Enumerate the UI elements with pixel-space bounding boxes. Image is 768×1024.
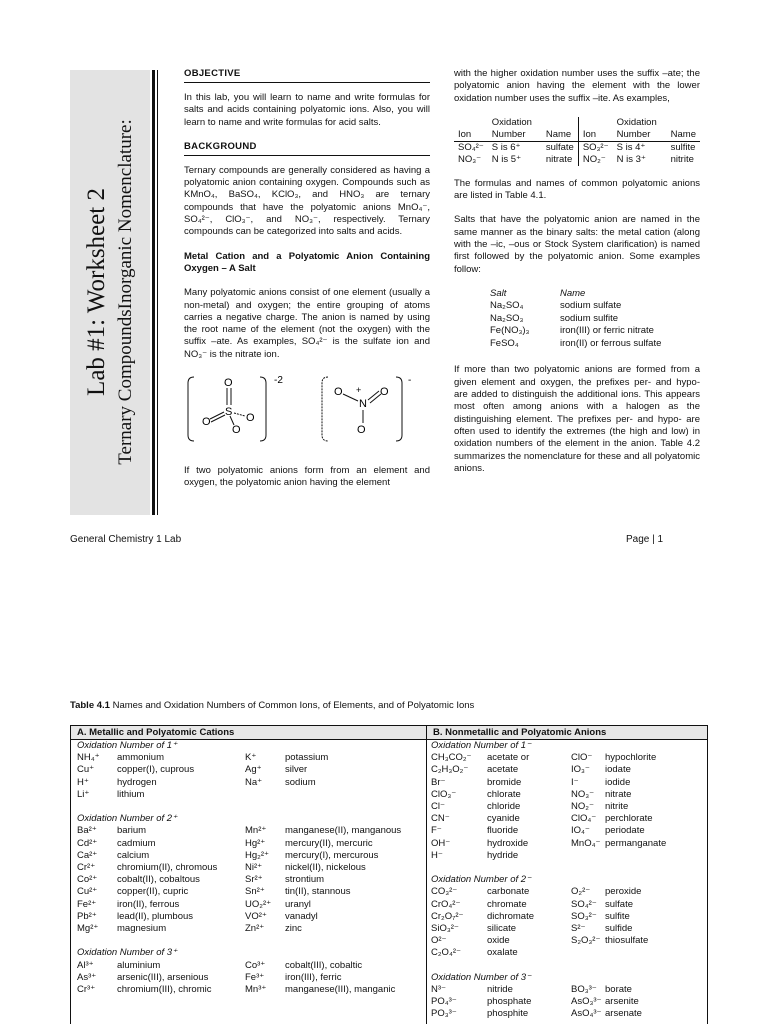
nitrogen-atom: N bbox=[359, 398, 367, 411]
group-spacer bbox=[77, 801, 422, 813]
metal-cation-heading: Metal Cation and a Polyatomic Anion Containing Oxygen – A Salt bbox=[184, 250, 430, 274]
ion-formula: Cr³⁺ bbox=[77, 984, 96, 996]
oxidation-group-label: Oxidation Number of 2⁺ bbox=[77, 813, 178, 825]
table-row bbox=[77, 838, 422, 850]
salt-name-cell: iron(II) or ferrous sulfate bbox=[560, 337, 662, 349]
ion-formula: PO₄³⁻ bbox=[431, 996, 457, 1008]
ion-formula: Cl⁻ bbox=[431, 801, 445, 813]
ox-cell: S is 6⁺ bbox=[491, 141, 521, 153]
ion-formula: S²⁻ bbox=[571, 923, 586, 935]
nitrate-charge: - bbox=[408, 375, 412, 387]
ion-name: potassium bbox=[285, 752, 329, 764]
ion-formula: Zn²⁺ bbox=[245, 923, 265, 935]
ion-formula: Mn²⁺ bbox=[245, 825, 267, 837]
ion-name: oxalate bbox=[487, 947, 518, 959]
ion-formula: Br⁻ bbox=[431, 776, 446, 788]
table-row bbox=[490, 300, 661, 313]
ox-header-name: Name bbox=[542, 117, 579, 142]
ox-header-oxnum: Oxidation Number bbox=[488, 117, 542, 142]
table-row bbox=[77, 752, 422, 764]
ion-name: silicate bbox=[487, 923, 517, 935]
ion-formula: ClO⁻ bbox=[571, 752, 593, 764]
table-row bbox=[431, 825, 705, 837]
ion-formula: ClO₃⁻ bbox=[431, 788, 457, 800]
ions-table-header bbox=[71, 726, 707, 740]
table-row bbox=[431, 947, 705, 959]
ion-formula: CH₃CO₂⁻ bbox=[431, 752, 472, 764]
ion-formula: SiO₃²⁻ bbox=[431, 923, 459, 935]
ion-name: manganese(III), manganic bbox=[285, 984, 396, 996]
ion-name: arsenate bbox=[605, 1008, 642, 1020]
ion-formula: S₂O₃²⁻ bbox=[571, 935, 601, 947]
table-row bbox=[431, 764, 705, 776]
oxidation-group-label: Oxidation Number of 1⁻ bbox=[431, 740, 532, 751]
worksheet-title bbox=[83, 119, 137, 465]
ion-formula: Sr²⁺ bbox=[245, 874, 263, 886]
salts-text: Salts that have the polyatomic anion are named in the same manner as the binary salts: the metal cation (along with the –ic, –ous or Stock System clarification) is named first followed by the polyatomic anion. Some examples follow: bbox=[454, 214, 700, 275]
oxygen-top: O bbox=[224, 377, 233, 390]
table-row bbox=[431, 886, 705, 898]
sulfate-charge: -2 bbox=[274, 375, 283, 387]
ion-name: permanganate bbox=[605, 837, 667, 849]
ion-formula: Fe³⁺ bbox=[245, 971, 265, 983]
table-row bbox=[431, 752, 705, 764]
ion-formula: Hg²⁺ bbox=[245, 837, 266, 849]
salt-example-table bbox=[490, 288, 661, 351]
table-row bbox=[490, 313, 661, 326]
ion-formula: Mn³⁺ bbox=[245, 984, 267, 996]
ion-name: iodate bbox=[605, 764, 631, 776]
ion-formula: Mg²⁺ bbox=[77, 923, 99, 935]
ion-formula: CrO₄²⁻ bbox=[431, 898, 461, 910]
ion-formula: H⁻ bbox=[431, 849, 443, 861]
ion-name bbox=[605, 850, 705, 862]
ion-name: carbonate bbox=[487, 886, 530, 898]
ion-name: acetate bbox=[487, 764, 519, 776]
table-row bbox=[454, 154, 700, 166]
table-row bbox=[77, 874, 422, 886]
ion-name: cyanide bbox=[487, 813, 520, 825]
table-row bbox=[431, 899, 705, 911]
table-row bbox=[77, 984, 422, 996]
table-row bbox=[431, 789, 705, 801]
ion-name: borate bbox=[605, 984, 632, 996]
ion-name: zinc bbox=[285, 923, 302, 935]
ion-name: lead(II), plumbous bbox=[117, 910, 194, 922]
ion-name: vanadyl bbox=[285, 910, 318, 922]
salt-cell: Na₂SO₃ bbox=[490, 312, 524, 324]
name-header: Name bbox=[560, 287, 586, 299]
table-row bbox=[431, 984, 705, 996]
ox-cell: nitrite bbox=[670, 153, 694, 165]
ox-cell: NO₂⁻ bbox=[578, 154, 612, 166]
ion-name: chromium(II), chromous bbox=[117, 862, 218, 874]
ion-formula: Al³⁺ bbox=[77, 959, 94, 971]
ion-name: nitrate bbox=[605, 788, 632, 800]
prefix-text: If more than two polyatomic anions are formed from a given element and oxygen, the prefixes per- and hypo- are added to distinguish the additional ions. This appears most often among anions with a halogen as the distinguishing element. The prefixes per- and hypo- are often used to identify the extremes (the high and low) in oxidation numbers of the element in the anion. Table 4.2 summarizes the nomenclature for these and all polyatomic anions. bbox=[454, 364, 700, 474]
ion-formula: C₂H₃O₂⁻ bbox=[431, 764, 469, 776]
ions-table bbox=[70, 725, 708, 1024]
cations-header: A. Metallic and Polyatomic Cations bbox=[71, 726, 427, 739]
ion-formula: Cu²⁺ bbox=[77, 886, 98, 898]
formulas-text: The formulas and names of common polyatomic anions are listed in Table 4.1. bbox=[454, 177, 700, 202]
table-row bbox=[77, 825, 422, 837]
table-caption bbox=[70, 700, 474, 711]
two-anions-text-left: If two polyatomic anions form from an element and oxygen, the polyatomic anion having the element bbox=[184, 465, 430, 489]
ion-formula: NO₃⁻ bbox=[571, 788, 595, 800]
side-rule bbox=[152, 70, 158, 515]
ion-name: bromide bbox=[487, 776, 522, 788]
ox-cell: SO₃²⁻ bbox=[578, 141, 612, 154]
ion-formula: IO₃⁻ bbox=[571, 764, 590, 776]
ion-formula: SO₃²⁻ bbox=[571, 910, 597, 922]
ion-name: sodium bbox=[285, 776, 316, 788]
ion-name: copper(II), cupric bbox=[117, 886, 189, 898]
ion-name: barium bbox=[117, 825, 147, 837]
ion-name: iron(II), ferrous bbox=[117, 898, 180, 910]
ox-cell: NO₃⁻ bbox=[458, 153, 482, 165]
ion-formula: ClO₄⁻ bbox=[571, 813, 597, 825]
oxygen-right: O bbox=[246, 412, 255, 425]
ion-formula: K⁺ bbox=[245, 752, 257, 764]
ion-name: iron(III), ferric bbox=[285, 971, 342, 983]
ion-name: cadmium bbox=[117, 837, 156, 849]
column-divider bbox=[426, 740, 427, 1024]
ion-formula: Cr²⁺ bbox=[77, 862, 96, 874]
ox-header-ion2: Ion bbox=[578, 117, 612, 142]
ion-formula: Li⁺ bbox=[77, 788, 90, 800]
nitrogen-charge: + bbox=[356, 385, 362, 396]
ion-name: cobalt(II), cobaltous bbox=[117, 874, 200, 886]
group-spacer bbox=[431, 862, 705, 874]
ox-header-name2: Name bbox=[667, 117, 700, 142]
table-row bbox=[431, 850, 705, 862]
ion-name: silver bbox=[285, 764, 308, 776]
group-spacer bbox=[431, 960, 705, 972]
ox-header-ion: Ion bbox=[454, 117, 488, 142]
ion-name: phosphate bbox=[487, 996, 532, 1008]
ox-cell: sulfite bbox=[670, 141, 696, 153]
table-caption-text: Names and Oxidation Numbers of Common Ions, of Elements, and of Polyatomic Ions bbox=[109, 700, 475, 711]
ion-name: perchlorate bbox=[605, 813, 653, 825]
ion-formula: H⁺ bbox=[77, 776, 89, 788]
table-caption-label: Table 4.1 bbox=[70, 700, 110, 711]
ion-name: manganese(II), manganous bbox=[285, 825, 402, 837]
ion-formula: F⁻ bbox=[431, 825, 442, 837]
ion-name: arsenite bbox=[605, 996, 639, 1008]
table-row bbox=[77, 923, 422, 935]
table-row bbox=[77, 850, 422, 862]
oxidation-example-table bbox=[454, 117, 700, 166]
group-spacer bbox=[77, 935, 422, 947]
ion-name bbox=[285, 789, 422, 801]
ion-formula bbox=[571, 947, 605, 959]
salt-name-cell: sodium sulfate bbox=[560, 300, 622, 312]
ion-name: phosphite bbox=[487, 1008, 529, 1020]
left-column bbox=[184, 68, 430, 502]
ion-formula: NO₂⁻ bbox=[571, 801, 594, 813]
ion-name: oxide bbox=[487, 935, 510, 947]
ox-cell: SO₄²⁻ bbox=[458, 141, 484, 153]
ion-name: arsenic(III), arsenious bbox=[117, 971, 209, 983]
ion-formula: UO₂²⁺ bbox=[245, 898, 272, 910]
ion-name: nitride bbox=[487, 984, 513, 996]
table-row bbox=[431, 777, 705, 789]
ion-formula: Ba²⁺ bbox=[77, 825, 97, 837]
worksheet-title-line1: Lab #1: Worksheet 2 bbox=[83, 188, 110, 396]
ion-formula: CN⁻ bbox=[431, 813, 450, 825]
ox-cell: N is 5⁺ bbox=[491, 153, 522, 165]
ion-formula: AsO₄³⁻ bbox=[571, 1008, 602, 1020]
ion-formula: SO₄²⁻ bbox=[571, 898, 597, 910]
ion-name: fluoride bbox=[487, 825, 519, 837]
ox-cell: S is 4⁺ bbox=[616, 141, 646, 153]
ion-name: strontium bbox=[285, 874, 325, 886]
ion-formula: VO²⁺ bbox=[245, 910, 267, 922]
ion-name: chlorate bbox=[487, 788, 521, 800]
ion-name: lithium bbox=[117, 788, 145, 800]
footer-course: General Chemistry 1 Lab bbox=[70, 534, 182, 545]
ion-name: hydride bbox=[487, 849, 519, 861]
ion-name: acetate or bbox=[487, 752, 530, 764]
table-row bbox=[77, 899, 422, 911]
ion-name: nickel(II), nickelous bbox=[285, 862, 366, 874]
ion-formula: Ag⁺ bbox=[245, 764, 262, 776]
structure-diagrams bbox=[184, 373, 430, 453]
ion-formula: N³⁻ bbox=[431, 984, 447, 996]
table-row bbox=[431, 935, 705, 947]
ion-name: hypochlorite bbox=[605, 752, 657, 764]
ion-formula: Fe²⁺ bbox=[77, 898, 97, 910]
table-row bbox=[490, 338, 661, 351]
sulfur-atom: S bbox=[225, 406, 233, 419]
ion-name: chromium(III), chromic bbox=[117, 984, 212, 996]
right-column bbox=[454, 68, 700, 487]
ion-name: calcium bbox=[117, 849, 150, 861]
ion-name: aluminium bbox=[117, 959, 161, 971]
nitrate-oxygen-left: O bbox=[334, 386, 343, 399]
ion-name: dichromate bbox=[487, 910, 534, 922]
ion-name: chloride bbox=[487, 801, 521, 813]
ox-header-oxnum2: Oxidation Number bbox=[613, 117, 667, 142]
ion-name: chromate bbox=[487, 898, 527, 910]
ion-name: tin(II), stannous bbox=[285, 886, 351, 898]
ion-formula: Cd²⁺ bbox=[77, 837, 98, 849]
ion-name: peroxide bbox=[605, 886, 642, 898]
table-row bbox=[431, 838, 705, 850]
oxygen-left: O bbox=[202, 416, 211, 429]
ion-formula: PO₃³⁻ bbox=[431, 1008, 457, 1020]
salt-cell: FeSO₄ bbox=[490, 337, 519, 349]
ion-name: magnesium bbox=[117, 923, 167, 935]
ion-name bbox=[605, 947, 705, 959]
ion-name: uranyl bbox=[285, 898, 311, 910]
table-row bbox=[431, 801, 705, 813]
table-row bbox=[77, 911, 422, 923]
objective-text: In this lab, you will learn to name and write formulas for salts and acids containing polyatomic ions. Also, you will learn to name and write formulas for acid salts. bbox=[184, 92, 430, 128]
ion-formula: CO₃²⁻ bbox=[431, 886, 458, 898]
ion-formula bbox=[245, 789, 285, 801]
ion-formula: NH₄⁺ bbox=[77, 752, 100, 764]
table-row bbox=[490, 325, 661, 338]
ion-name: copper(I), cuprous bbox=[117, 764, 195, 776]
ion-name: ammonium bbox=[117, 752, 164, 764]
ion-formula: IO₄⁻ bbox=[571, 825, 590, 837]
ion-name: nitrite bbox=[605, 801, 629, 813]
ion-name: sulfate bbox=[605, 898, 633, 910]
oxidation-group-label: Oxidation Number of 1⁺ bbox=[77, 740, 178, 751]
ion-formula: Na⁺ bbox=[245, 776, 263, 788]
ion-formula: O₂²⁻ bbox=[571, 886, 591, 898]
ox-cell: N is 3⁺ bbox=[616, 153, 646, 165]
background-text: Ternary compounds are generally considered as having a polyatomic anion containing oxygen. Compounds such as KMnO₄, BaSO₄, KClO₃, and HNO₃ are ternary compounds that have the polyatomic anions MnO₄⁻, SO₄²⁻, ClO₃⁻, and NO₃⁻, respectively. Ternary compounds can be categorized into salts and acids. bbox=[184, 164, 430, 238]
nitrate-oxygen-right: O bbox=[380, 386, 389, 399]
salt-name-cell: iron(III) or ferric nitrate bbox=[560, 325, 654, 337]
ion-formula: I⁻ bbox=[571, 776, 579, 788]
anions-section bbox=[431, 740, 705, 1021]
cations-section bbox=[77, 740, 422, 996]
ion-formula: Ca²⁺ bbox=[77, 849, 98, 861]
table-row bbox=[77, 764, 422, 776]
table-row bbox=[77, 886, 422, 898]
ions-table-body bbox=[71, 740, 707, 1024]
salt-cell: Fe(NO₃)₃ bbox=[490, 325, 530, 337]
table-row bbox=[431, 813, 705, 825]
worksheet-title-line2: Ternary CompoundsInorganic Nomenclature: bbox=[115, 119, 136, 465]
ion-formula: Cr₂O₇²⁻ bbox=[431, 910, 464, 922]
metal-cation-text: Many polyatomic anions consist of one element (usually a non-metal) and oxygen; the entire grouping of atoms carries a negative charge. The anion is named by using the root name of the element (not the oxygen) with the suffix –ate. As examples, SO₄²⁻ is the sulfate ion and NO₃⁻ is the nitrate ion. bbox=[184, 287, 430, 360]
footer-page-number: Page | 1 bbox=[626, 534, 664, 545]
table-row bbox=[77, 789, 422, 801]
ion-name: iodide bbox=[605, 776, 631, 788]
table-row bbox=[77, 960, 422, 972]
ion-name: mercury(II), mercuric bbox=[285, 837, 373, 849]
ion-formula: AsO₃³⁻ bbox=[571, 996, 602, 1008]
oxygen-bottom: O bbox=[232, 424, 241, 437]
ion-name: periodate bbox=[605, 825, 645, 837]
anions-header: B. Nonmetallic and Polyatomic Anions bbox=[433, 727, 607, 738]
salt-cell: Na₂SO₄ bbox=[490, 300, 524, 312]
anion-structures bbox=[184, 373, 430, 453]
ion-formula: C₂O₄²⁻ bbox=[431, 947, 461, 959]
table-row bbox=[431, 1008, 705, 1020]
ion-name: hydroxide bbox=[487, 837, 529, 849]
salt-name-cell: sodium sulfite bbox=[560, 312, 619, 324]
two-anions-text-right: with the higher oxidation number uses the suffix –ate; the polyatomic anion having the element with the lower oxidation number uses the suffix –ite. As examples, bbox=[454, 68, 700, 104]
ion-name: hydrogen bbox=[117, 776, 157, 788]
ion-formula: MnO₄⁻ bbox=[571, 837, 601, 849]
background-heading: BACKGROUND bbox=[184, 141, 430, 156]
ion-formula: As³⁺ bbox=[77, 971, 97, 983]
table-row bbox=[431, 911, 705, 923]
ion-formula: Sn²⁺ bbox=[245, 886, 265, 898]
ion-formula bbox=[571, 850, 605, 862]
ion-formula: Pb²⁺ bbox=[77, 910, 97, 922]
oxidation-group-label: Oxidation Number of 3⁺ bbox=[77, 947, 178, 959]
ion-name: sulfide bbox=[605, 923, 633, 935]
table-row bbox=[454, 141, 700, 154]
ox-cell: nitrate bbox=[545, 153, 573, 165]
ion-name: cobalt(III), cobaltic bbox=[285, 959, 363, 971]
table-row bbox=[77, 862, 422, 874]
oxidation-group-label: Oxidation Number of 3⁻ bbox=[431, 971, 532, 983]
ion-formula: Co³⁺ bbox=[245, 959, 266, 971]
ion-formula: Co²⁺ bbox=[77, 874, 98, 886]
ion-formula: BO₃³⁻ bbox=[571, 984, 597, 996]
ox-cell: sulfate bbox=[545, 141, 574, 153]
ion-formula: OH⁻ bbox=[431, 837, 451, 849]
ion-formula: Ni²⁺ bbox=[245, 862, 263, 874]
nitrate-oxygen-bottom: O bbox=[357, 424, 366, 437]
ion-name: mercury(I), mercurous bbox=[285, 849, 379, 861]
table-row bbox=[431, 923, 705, 935]
table-row bbox=[431, 996, 705, 1008]
objective-heading: OBJECTIVE bbox=[184, 68, 430, 83]
ion-formula: O²⁻ bbox=[431, 935, 447, 947]
ion-name: sulfite bbox=[605, 910, 630, 922]
oxidation-group-label: Oxidation Number of 2⁻ bbox=[431, 874, 532, 886]
salt-header: Salt bbox=[490, 287, 507, 299]
table-row bbox=[77, 777, 422, 789]
ion-name: thiosulfate bbox=[605, 935, 649, 947]
ion-formula: Cu⁺ bbox=[77, 764, 95, 776]
ion-formula: Hg₂²⁺ bbox=[245, 849, 270, 861]
table-row bbox=[77, 972, 422, 984]
